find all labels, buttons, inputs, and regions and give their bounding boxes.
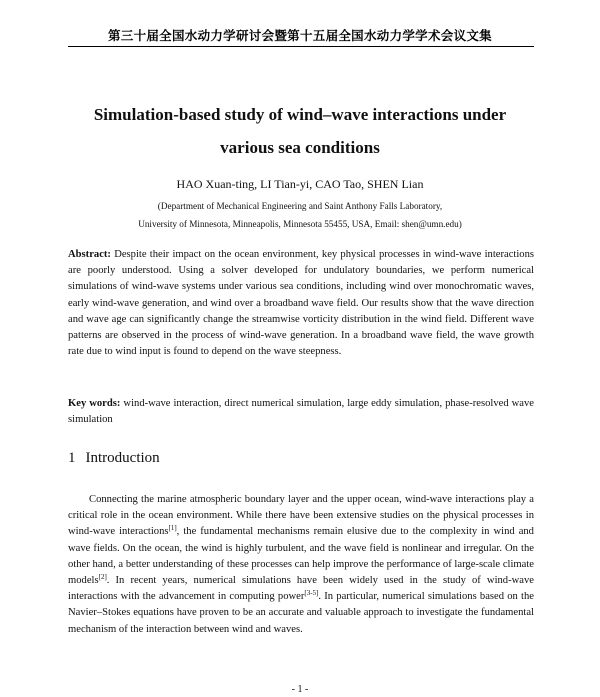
paper-title <box>58 98 542 164</box>
intro-text-4: . In particular, numerical simulations based on the Navier–Stokes equations have proven to be an accurate and valuable approach to investigate the fundamental mechanism of the interaction between wind and waves. <box>68 591 534 635</box>
title-line-2: various sea conditions <box>220 138 380 157</box>
title-line-1: Simulation-based study of wind–wave interactions under <box>93 105 507 124</box>
citation-1: [1] <box>168 524 177 533</box>
abstract-label: Abstract: <box>68 249 111 260</box>
intro-paragraph <box>68 492 534 638</box>
intro-text-1: Connecting the marine atmospheric boundary layer and the upper ocean, wind-wave interactions play a critical role in the ocean environment. While there have been extensive studies on the physical processes in wind-wave interactions <box>68 494 534 538</box>
intro-text-2: , the fundamental mechanisms remain elusive due to the complexity in wind and wave fields. On the ocean, the wind is highly turbulent, and the wave field is nonlinear and irregular. On the other hand, a better understanding of these processes can help improve the performance of large-scale climate models <box>68 526 534 587</box>
header-rule <box>68 46 534 47</box>
citation-2: [2] <box>98 573 107 582</box>
intro-text-3: . In recent years, numerical simulations have been widely used in the study of wind-wave interactions with the advancement in computing power <box>68 575 534 603</box>
keywords-label: Key words: <box>68 398 121 409</box>
running-head: 第三十届全国水动力学研讨会暨第十五届全国水动力学学术会议文集 <box>107 28 492 43</box>
keywords <box>68 396 534 428</box>
section-heading <box>68 450 160 467</box>
section-title: Introduction <box>85 450 160 466</box>
affiliation <box>60 197 540 233</box>
affiliation-line-1: (Department of Mechanical Engineering and Saint Anthony Falls Laboratory, <box>157 201 443 211</box>
affiliation-line-2: University of Minnesota, Minneapolis, Minnesota 55455, USA, Email: shen@umn.edu) <box>138 219 462 229</box>
abstract-text: Despite their impact on the ocean environment, key physical processes in wind-wave interactions are poorly understood. Using a solver developed for undulatory boundaries, we perform numerical simulations of wind-wave systems under various sea conditions, including wind over monochromatic waves, early wind-wave generation, and wind over a broadband wave field. Our results show that the wave direction and wave age can significantly change the streamwise vorticity distribution in the wind field. Different wave patterns are observed in the process of wind-wave generation. In a broadband wave field, the wave growth rate due to wind input is found to depend on the wave steepness. <box>68 249 535 358</box>
citation-3: [3-5] <box>304 589 319 598</box>
section-number: 1 <box>68 450 76 466</box>
authors: HAO Xuan-ting, LI Tian-yi, CAO Tao, SHEN Lian <box>176 177 424 191</box>
page-number: - 1 - <box>291 684 309 695</box>
keywords-text: wind-wave interaction, direct numerical simulation, large eddy simulation, phase-resolved wave simulation <box>68 398 534 426</box>
abstract <box>68 247 534 360</box>
